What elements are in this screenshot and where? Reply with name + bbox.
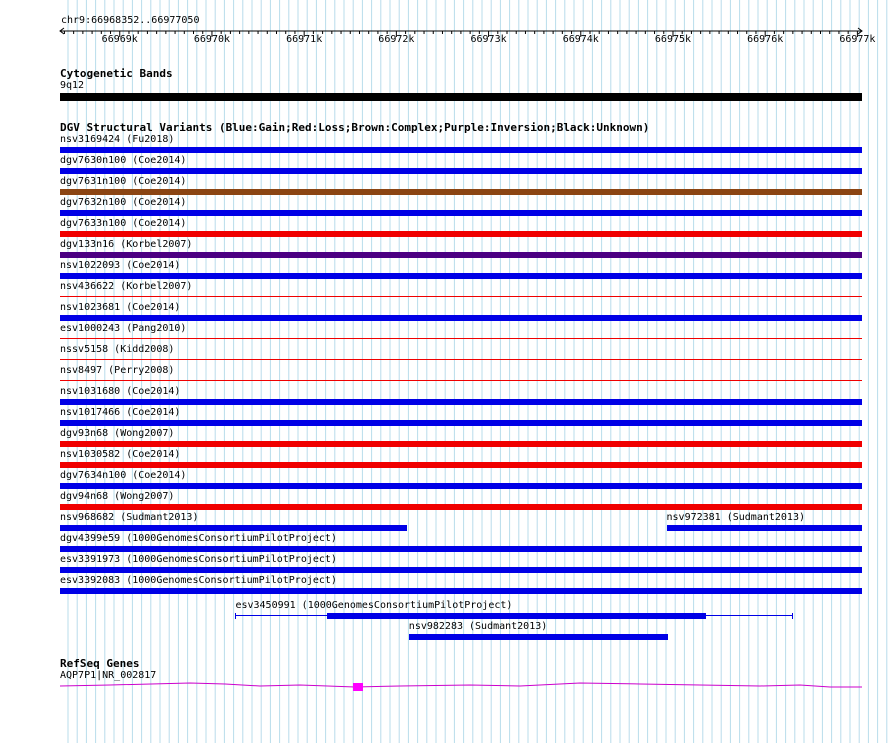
dgv-feature-label: esv3392083 (1000GenomesConsortiumPilotProject) (60, 575, 337, 586)
refseq-track-title: RefSeq Genes (60, 657, 140, 670)
dgv-feature-bar[interactable] (409, 634, 668, 640)
dgv-feature-label: nsv982283 (Sudmant2013) (408, 621, 548, 632)
ruler-tick-label: 66972k (378, 34, 415, 45)
dgv-feature-cap (235, 613, 236, 619)
dgv-feature-bar[interactable] (60, 338, 862, 339)
ruler-tick-label: 66975k (654, 34, 692, 45)
dgv-track-title: DGV Structural Variants (Blue:Gain;Red:Loss;Brown:Complex;Purple:Inversion;Black:Unknown) (60, 121, 650, 134)
dgv-feature-bar[interactable] (60, 567, 862, 573)
ruler-tick-label: 66973k (470, 34, 507, 45)
dgv-feature-bar[interactable] (60, 441, 862, 447)
dgv-feature-label: dgv7632n100 (Coe2014) (60, 197, 187, 208)
dgv-feature-bar[interactable] (60, 231, 862, 237)
dgv-feature-label: esv1000243 (Pang2010) (60, 323, 187, 334)
dgv-feature-bar[interactable] (60, 273, 862, 279)
dgv-feature-label: nsv1017466 (Coe2014) (60, 407, 181, 418)
dgv-feature-label: dgv7633n100 (Coe2014) (60, 218, 187, 229)
dgv-feature-bar[interactable] (60, 315, 862, 321)
dgv-feature-bar[interactable] (60, 147, 862, 153)
dgv-feature-bar[interactable] (60, 359, 862, 360)
dgv-feature-label: dgv7631n100 (Coe2014) (60, 176, 187, 187)
ruler-tick-label: 66977k (839, 34, 876, 45)
cytoband-label: 9q12 (60, 80, 85, 91)
ruler-tick-label: 66970k (193, 34, 231, 45)
dgv-feature-bar[interactable] (60, 252, 862, 258)
refseq-exon (353, 683, 363, 691)
dgv-feature-label: esv3450991 (1000GenomesConsortiumPilotProject) (235, 600, 513, 611)
dgv-feature-bar[interactable] (60, 525, 407, 531)
dgv-feature-label: nsv1031680 (Coe2014) (60, 386, 181, 397)
dgv-feature-label: dgv7634n100 (Coe2014) (60, 470, 187, 481)
dgv-feature-label: dgv7630n100 (Coe2014) (60, 155, 187, 166)
refseq-gene-feature[interactable] (0, 673, 890, 703)
dgv-feature-label: nsv968682 (Sudmant2013) (60, 512, 199, 523)
dgv-feature-label: dgv93n68 (Wong2007) (60, 428, 175, 439)
dgv-feature-label: nsv972381 (Sudmant2013) (666, 512, 805, 523)
dgv-feature-label: nsv1023681 (Coe2014) (60, 302, 181, 313)
refseq-intron-line (60, 683, 862, 687)
dgv-feature-label: nsv3169424 (Fu2018) (60, 134, 175, 145)
refseq-gene-label: AQP7P1|NR_002817 (60, 670, 157, 681)
dgv-feature-label: esv3391973 (1000GenomesConsortiumPilotProject) (60, 554, 337, 565)
locus-label: chr9:66968352..66977050 (61, 15, 200, 26)
dgv-feature-bar[interactable] (327, 613, 706, 619)
dgv-feature-label: nssv5158 (Kidd2008) (60, 344, 175, 355)
dgv-feature-bar[interactable] (60, 210, 862, 216)
dgv-feature-bar[interactable] (667, 525, 862, 531)
dgv-feature-label: nsv436622 (Korbel2007) (60, 281, 193, 292)
dgv-feature-bar[interactable] (60, 546, 862, 552)
dgv-feature-bar[interactable] (60, 296, 862, 297)
ruler-tick-label: 66976k (747, 34, 784, 45)
ruler-tick-label: 66974k (562, 34, 599, 45)
dgv-feature-bar[interactable] (60, 189, 862, 195)
cytoband-bar[interactable] (60, 93, 862, 101)
cytoband-track-title: Cytogenetic Bands (60, 67, 173, 80)
dgv-feature-label: nsv8497 (Perry2008) (60, 365, 175, 376)
dgv-feature-bar[interactable] (60, 483, 862, 489)
dgv-feature-label: nsv1022093 (Coe2014) (60, 260, 181, 271)
dgv-feature-bar[interactable] (60, 168, 862, 174)
dgv-feature-bar[interactable] (60, 462, 862, 468)
ruler-tick-label: 66969k (101, 34, 138, 45)
dgv-feature-bar[interactable] (60, 399, 862, 405)
dgv-feature-label: dgv94n68 (Wong2007) (60, 491, 175, 502)
dgv-feature-bar[interactable] (60, 588, 862, 594)
dgv-feature-label: nsv1030582 (Coe2014) (60, 449, 181, 460)
dgv-feature-label: dgv133n16 (Korbel2007) (60, 239, 193, 250)
dgv-feature-bar[interactable] (60, 504, 862, 510)
dgv-feature-bar[interactable] (60, 380, 862, 381)
dgv-feature-bar[interactable] (60, 420, 862, 426)
dgv-feature-cap (792, 613, 793, 619)
ruler-tick-label: 66971k (286, 34, 323, 45)
dgv-feature-label: dgv4399e59 (1000GenomesConsortiumPilotProject) (60, 533, 337, 544)
